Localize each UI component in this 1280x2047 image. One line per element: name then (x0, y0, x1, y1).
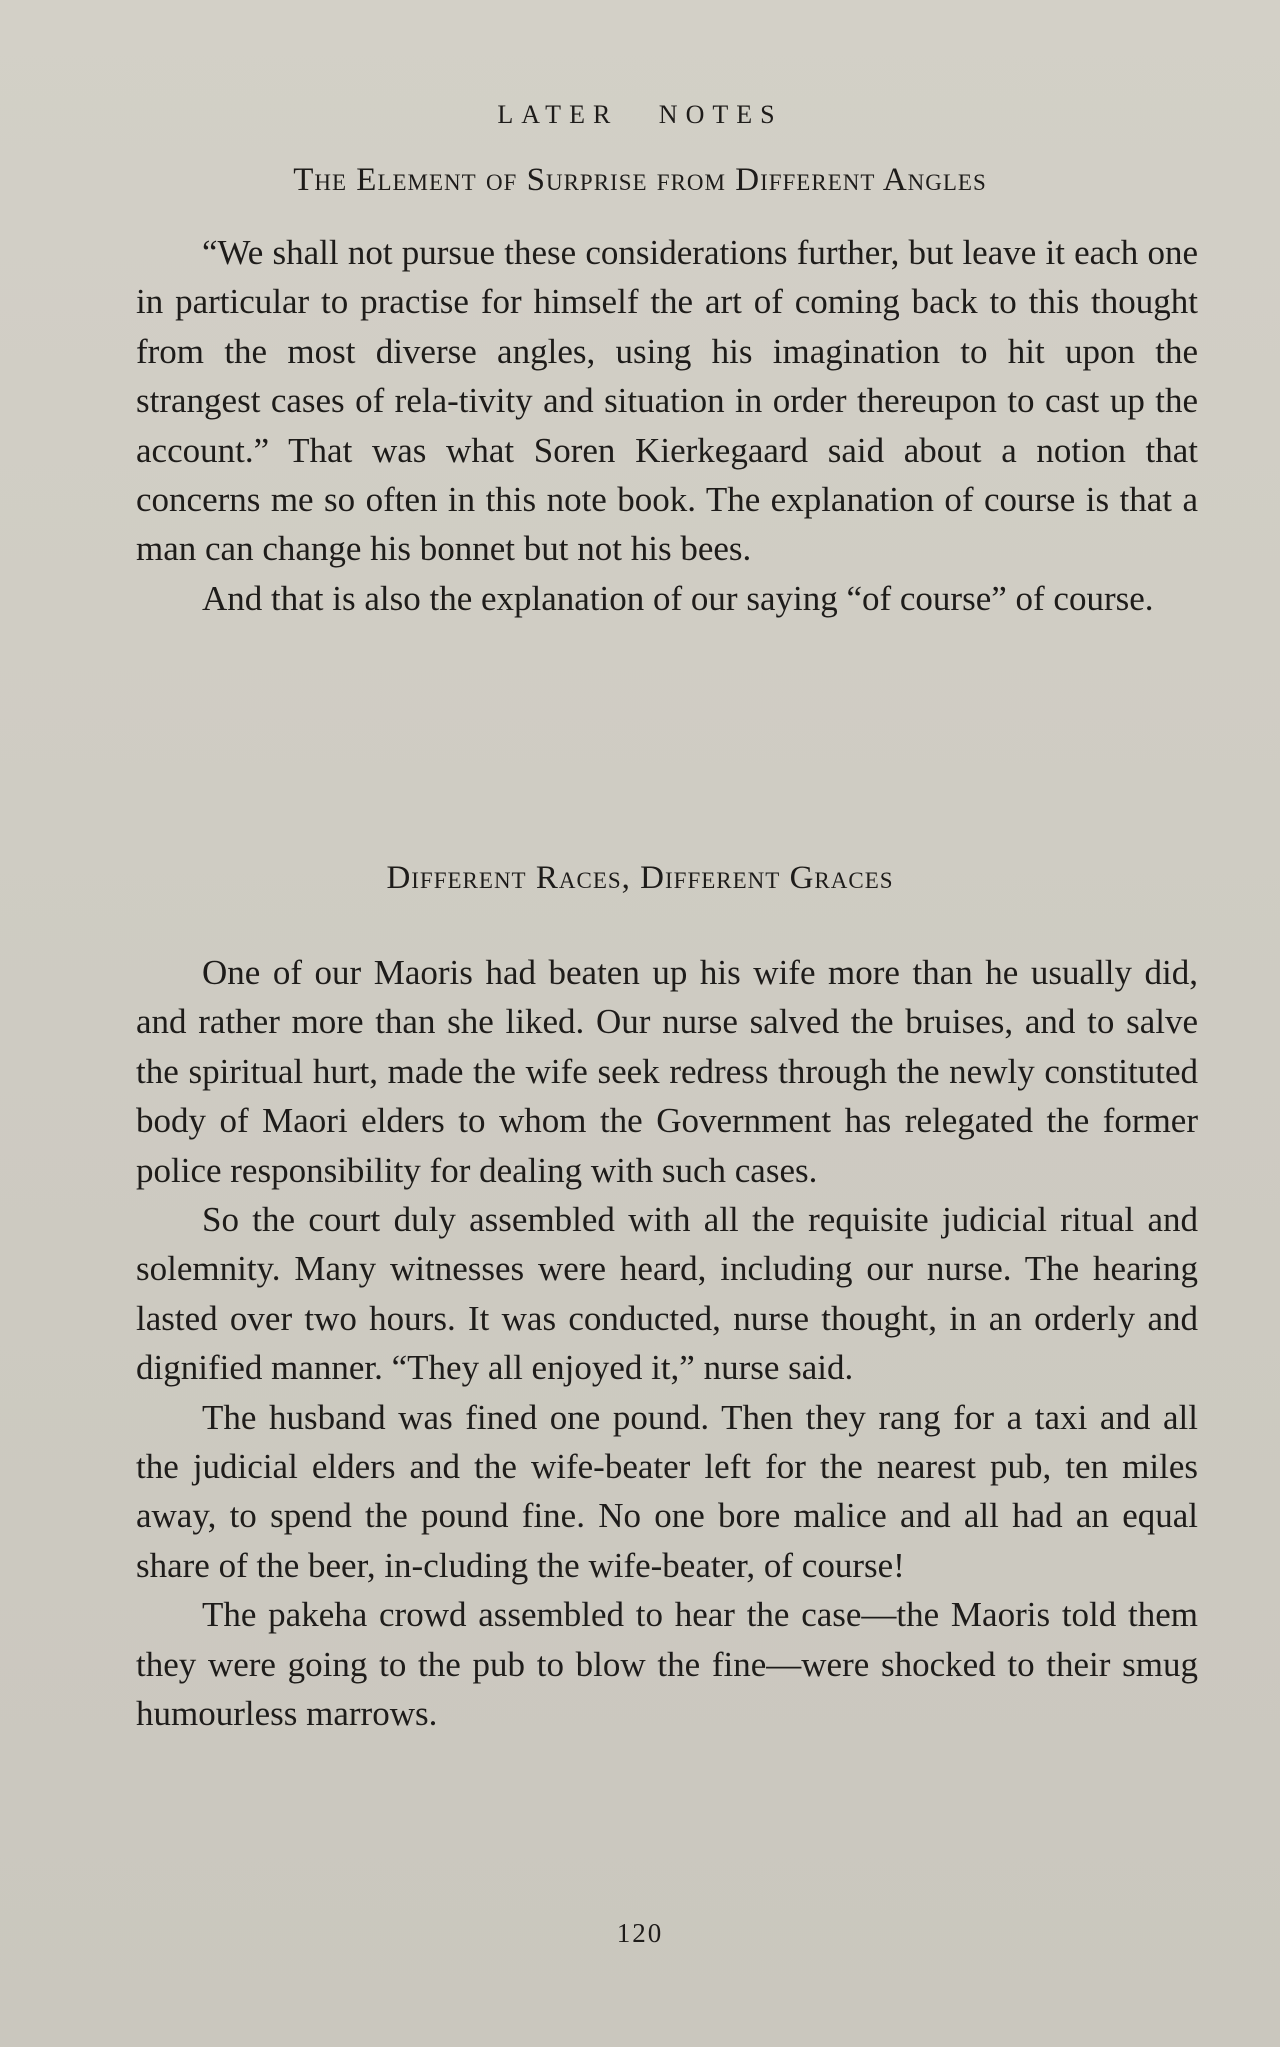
paragraph: The husband was fined one pound. Then they rang for a taxi and all the judicial elders and the wife-beater left for the nearest pub, ten miles away, to spend the pound fine. No one bore malice and all had an equal share of the beer, in-cluding the wife-beater, of course! (136, 1397, 1198, 1585)
paragraph: And that is also the explanation of our saying “of course” of course. (202, 578, 1154, 618)
paragraph: The pakeha crowd assembled to hear the case—the Maoris told them they were going to the pub to blow the fine—were shocked to their smug humourless marrows. (136, 1595, 1198, 1734)
section-body-surprise (136, 228, 1198, 623)
page-number: 120 (616, 1918, 664, 1948)
paragraph: So the court duly assembled with all the requisite judicial ritual and solemnity. Many witnesses were heard, including our nurse. The hearing lasted over two hours. It was conducted, nurse thought, in an orderly and dignified manner. “They all enjoyed it,” nurse said. (136, 1200, 1198, 1388)
paragraph: One of our Maoris had beaten up his wife more than he usually did, and rather more than she liked. Our nurse salved the bruises, and to salve the spiritual hurt, made the wife seek redress through the newly constituted body of Maori elders to whom the Government has relegated the former police responsibility for dealing with such cases. (136, 953, 1198, 1190)
section-title-surprise: The Element of Surprise from Different Angles (293, 162, 987, 198)
section-title-races: Different Races, Different Graces (386, 860, 894, 896)
section-body-races (136, 948, 1198, 1739)
paragraph: “We shall not pursue these considerations further, but leave it each one in particular to practise for himself the art of coming back to this thought from the most diverse angles, using his imagination to hit upon the strangest cases of rela-tivity and situation in order thereupon to cast up the account.” That was what Soren Kierkegaard said about a notion that concerns me so often in this note book. The explanation of course is that a man can change his bonnet but not his bees. (136, 233, 1198, 569)
running-head: LATER NOTES (497, 100, 783, 129)
